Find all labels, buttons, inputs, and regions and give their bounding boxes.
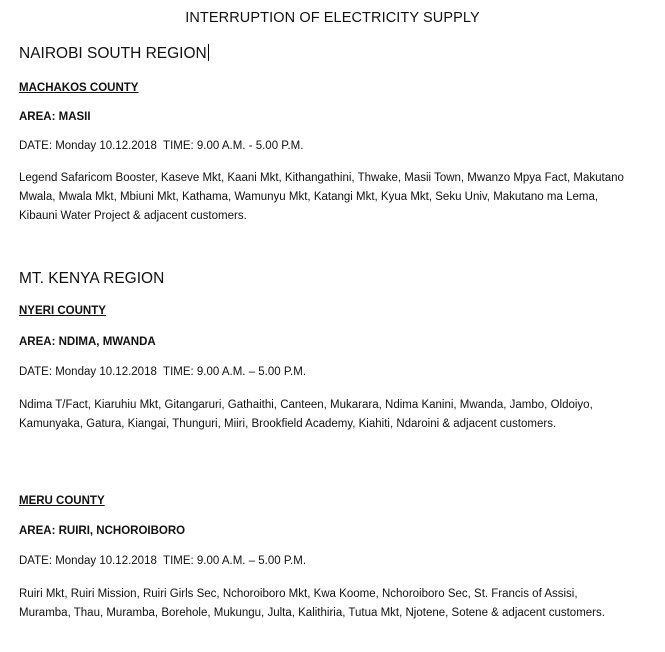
county-heading-meru: MERU COUNTY <box>19 495 105 507</box>
area-label-ruiri-nchoroiboro: AREA: RUIRI, NCHOROIBORO <box>19 525 186 537</box>
affected-places-ndima-mwanda: Ndima T/Fact, Kiaruhiu Mkt, Gitangaruri, Gathaithi, Canteen, Mukarara, Ndima Kanini, Mwanda, Jambo, Oldoiyo, Kamunyaka, Gatura, Kiangai, Thunguri, Miiri, Brookfield Academy, Kiahiti, Ndaroini & adjacent customers. <box>19 399 593 430</box>
document-title: INTERRUPTION OF ELECTRICITY SUPPLY <box>185 10 480 26</box>
area-label-masii: AREA: MASII <box>19 111 91 123</box>
region-heading-mt-kenya: MT. KENYA REGION <box>19 270 165 287</box>
area-label-ndima-mwanda: AREA: NDIMA, MWANDA <box>19 336 156 348</box>
affected-places-ruiri-nchoroiboro: Ruiri Mkt, Ruiri Mission, Ruiri Girls Sec, Nchoroiboro Mkt, Kwa Koome, Nchoroiboro Sec, St. Francis of Assisi, Muramba, Thau, Muramba, Borehole, Mukungu, Julta, Kalithiria, Tutua Mkt, Njotene, Sotene & adjacent customers. <box>19 588 605 619</box>
region-heading-text: NAIROBI SOUTH REGION <box>19 45 207 62</box>
date-time-masii: DATE: Monday 10.12.2018 TIME: 9.00 A.M. - 5.00 P.M. <box>19 140 304 152</box>
region-heading-nairobi-south <box>19 44 209 63</box>
affected-places-masii: Legend Safaricom Booster, Kaseve Mkt, Kaani Mkt, Kithangathini, Thwake, Masii Town, Mwanzo Mpya Fact, Makutano Mwala, Mwala Mkt, Mbiuni Mkt, Kathama, Wamunyu Mkt, Katangi Mkt, Kyua Mkt, Seku Univ, Makutano ma Lema, Kibauni Water Project & adjacent customers. <box>19 172 624 222</box>
date-time-ruiri-nchoroiboro: DATE: Monday 10.12.2018 TIME: 9.00 A.M. – 5.00 P.M. <box>19 555 307 567</box>
text-cursor <box>208 44 209 61</box>
date-time-ndima-mwanda: DATE: Monday 10.12.2018 TIME: 9.00 A.M. – 5.00 P.M. <box>19 366 307 378</box>
county-heading-nyeri: NYERI COUNTY <box>19 305 106 317</box>
county-heading-machakos: MACHAKOS COUNTY <box>19 82 139 94</box>
